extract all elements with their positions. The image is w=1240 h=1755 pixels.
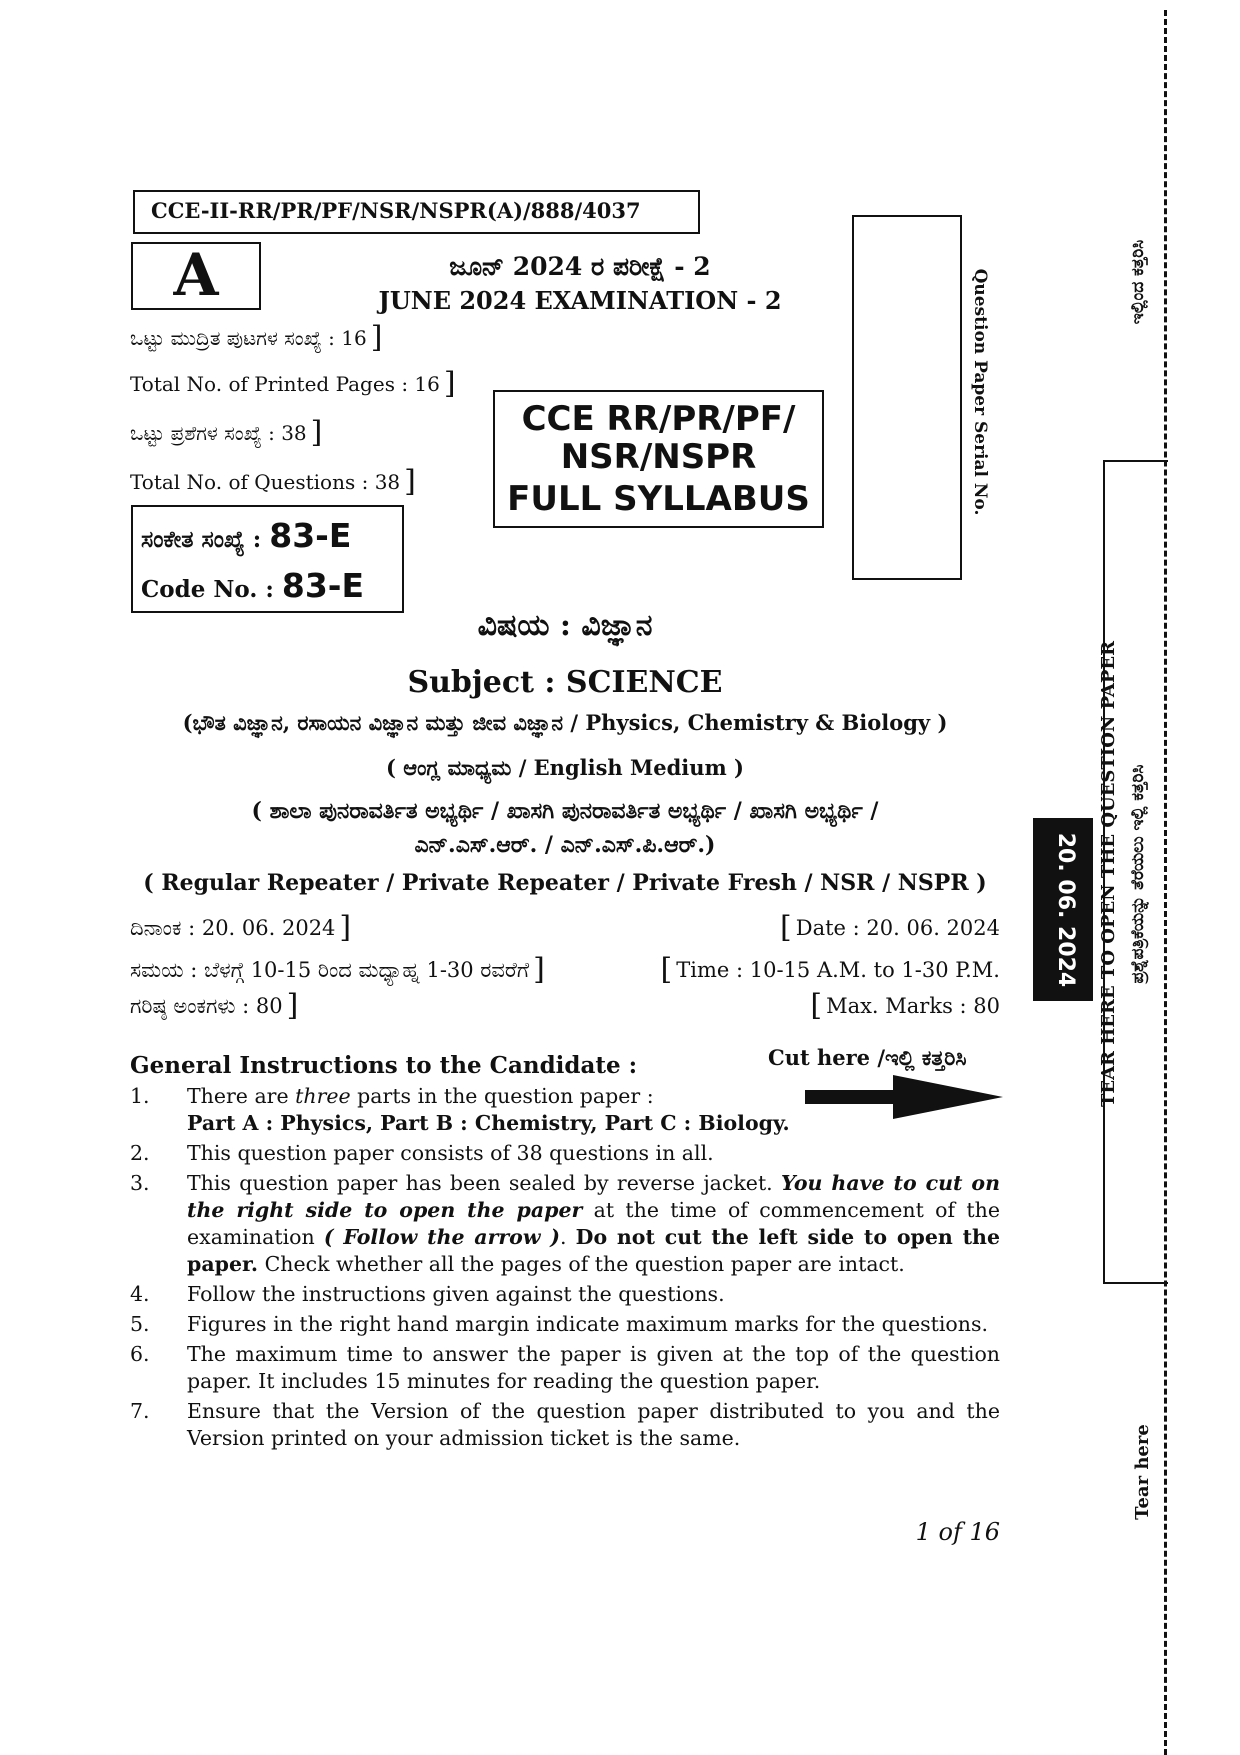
marks-row bbox=[130, 988, 1000, 1023]
candidate-types-kannada-1: ( ಶಾಲಾ ಪುನರಾವರ್ತಿತ ಅಭ್ಯರ್ಥಿ / ಖಾಸಗಿ ಪುನರಾವರ್ತಿತ ಅಭ್ಯರ್ಥಿ / ಖಾಸಗಿ ಅಭ್ಯರ್ಥಿ / bbox=[251, 798, 879, 824]
date-kannada: ದಿನಾಂಕ : 20. 06. 2024 ] bbox=[130, 910, 352, 945]
instruction-item: 1. There are three parts in the question paper : bbox=[130, 1084, 654, 1108]
pages-kannada: ಒಟ್ಟು ಮುದ್ರಿತ ಪುಟಗಳ ಸಂಖ್ಯೆ : 16 ] bbox=[130, 320, 383, 355]
paper-code: CCE-II-RR/PR/PF/NSR/NSPR(A)/888/4037 bbox=[151, 198, 641, 223]
tear-here-to-open-english: TEAR HERE TO OPEN THE QUESTION PAPER bbox=[1098, 640, 1119, 1108]
instruction-item: 2. This question paper consists of 38 questions in all. bbox=[130, 1141, 714, 1165]
subject-branches: (ಭೌತ ವಿಜ್ಞಾನ, ರಸಾಯನ ವಿಜ್ಞಾನ ಮತ್ತು ಜೀವ ವಿಜ್ಞಾನ / Physics, Chemistry & Biology ) bbox=[182, 710, 948, 735]
marks-english: [ Max. Marks : 80 bbox=[810, 988, 1000, 1023]
instruction-item: 3. This question paper has been sealed by reverse jacket. You have to cut on the right side to open the paper at the time of commencement of the examination ( Follow the arrow ). Do not cut the left side to open the paper. Check whether all the pages of the question paper are intact. bbox=[130, 1171, 1000, 1276]
instructions-title: General Instructions to the Candidate : bbox=[130, 1052, 638, 1079]
tear-here-to-open-kannada: ಪ್ರಶ್ನೆಪತ್ರಿಕೆಯನ್ನು ತೆರೆಯಲು ಇಲ್ಲಿ ಕತ್ತರಿಸಿ bbox=[1128, 764, 1148, 984]
questions-english: Total No. of Questions : 38 ] bbox=[130, 464, 416, 499]
code-number-english: Code No. : 83-E bbox=[141, 566, 365, 605]
tear-here-label: Tear here bbox=[1132, 1424, 1153, 1520]
syllabus-line-3: FULL SYLLABUS bbox=[507, 479, 810, 519]
version-box bbox=[131, 242, 261, 310]
serial-number-label-wrap bbox=[955, 252, 995, 542]
cut-here-label: Cut here /ಇಲ್ಲಿ ಕತ್ತರಿಸಿ bbox=[768, 1045, 967, 1070]
subject-kannada: ವಿಷಯ : ವಿಜ್ಞಾನ bbox=[477, 608, 653, 643]
instruction-parts: Part A : Physics, Part B : Chemistry, Part C : Biology. bbox=[187, 1111, 790, 1135]
date-row bbox=[130, 910, 1000, 945]
date-english: [ Date : 20. 06. 2024 bbox=[780, 910, 1000, 945]
page-number: 1 of 16 bbox=[915, 1518, 1000, 1546]
tear-dashed-line[interactable] bbox=[1164, 10, 1167, 1755]
paper-code-box bbox=[133, 190, 700, 234]
instruction-item: 6. The maximum time to answer the paper is given at the top of the question paper. It includes 15 minutes for reading the question paper. bbox=[130, 1342, 1000, 1393]
time-english: [ Time : 10-15 A.M. to 1-30 P.M. bbox=[660, 952, 1000, 987]
candidate-types-english: ( Regular Repeater / Private Repeater / Private Fresh / NSR / NSPR ) bbox=[143, 870, 987, 896]
pages-english: Total No. of Printed Pages : 16 ] bbox=[130, 366, 456, 401]
instructions-list bbox=[130, 1083, 1000, 1455]
serial-number-box bbox=[852, 215, 962, 580]
code-number-kannada: ಸಂಕೇತ ಸಂಖ್ಯೆ : 83-E bbox=[141, 516, 352, 555]
marks-kannada: ಗರಿಷ್ಠ ಅಂಕಗಳು : 80 ] bbox=[130, 988, 299, 1023]
exam-title-kannada: ಜೂನ್ 2024 ರ ಪರೀಕ್ಷೆ - 2 bbox=[449, 252, 711, 281]
questions-kannada: ಒಟ್ಟು ಪ್ರಶೆಗಳ ಸಂಖ್ಯೆ : 38 ] bbox=[130, 415, 323, 450]
syllabus-line-1: CCE RR/PR/PF/ bbox=[521, 399, 796, 439]
side-date: 20. 06. 2024 bbox=[1053, 832, 1078, 988]
time-row bbox=[130, 952, 1000, 987]
instruction-item: 5. Figures in the right hand margin indicate maximum marks for the questions. bbox=[130, 1312, 989, 1336]
syllabus-line-2: NSR/NSPR bbox=[560, 437, 757, 477]
version-letter: A bbox=[173, 241, 219, 309]
candidate-types-kannada-2: ಎನ್.ಎಸ್.ಆರ್. / ಎನ್.ಎಸ್.ಪಿ.ಆರ್.) bbox=[414, 832, 716, 858]
instruction-item: 4. Follow the instructions given against the questions. bbox=[130, 1282, 725, 1306]
subject-english: Subject : SCIENCE bbox=[407, 665, 723, 700]
exam-title-english: JUNE 2024 EXAMINATION - 2 bbox=[378, 286, 782, 315]
cut-here-kannada-top: ಇಲ್ಲಿಂದ ಕತ್ತರಿಸಿ bbox=[1128, 239, 1148, 325]
instruction-item: 7. Ensure that the Version of the question paper distributed to you and the Version printed on your admission ticket is the same. bbox=[130, 1399, 1000, 1450]
code-number-box bbox=[131, 505, 404, 613]
time-kannada: ಸಮಯ : ಬೆಳಗ್ಗೆ 10-15 ರಿಂದ ಮಧ್ಯಾಹ್ನ 1-30 ರವರೆಗೆ ] bbox=[130, 952, 545, 987]
serial-number-label: Question Paper Serial No. bbox=[970, 268, 990, 516]
medium: ( ಆಂಗ್ಲ ಮಾಧ್ಯಮ / English Medium ) bbox=[385, 755, 744, 780]
syllabus-box bbox=[493, 390, 824, 528]
